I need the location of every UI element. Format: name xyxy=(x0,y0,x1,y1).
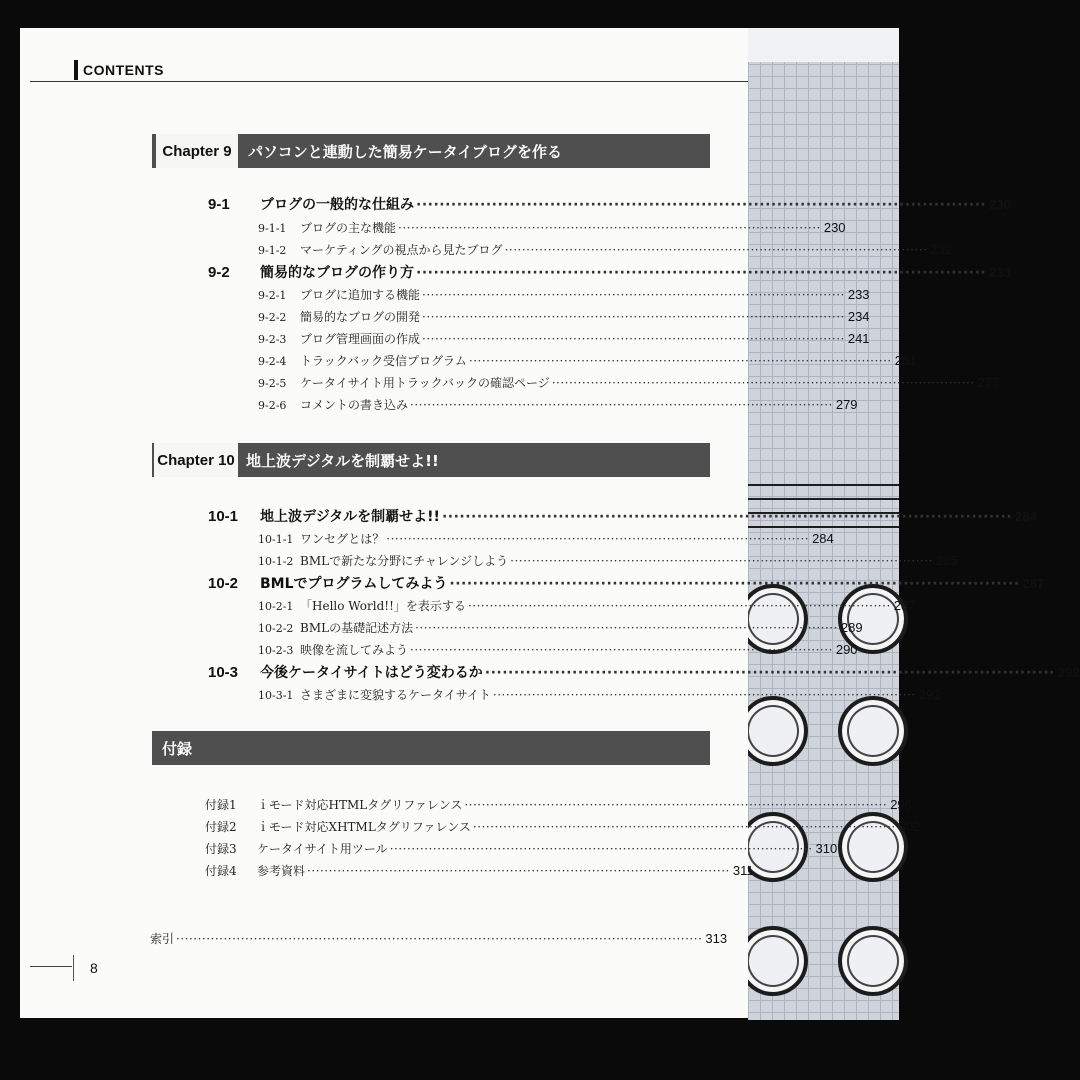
item-title: ワンセグとは？ xyxy=(300,532,385,546)
item-number: 9-2-4 xyxy=(258,355,287,368)
item-number: 9-2-6 xyxy=(258,399,287,412)
item-number: 9-2-1 xyxy=(258,289,287,302)
item-title: ブログに追加する機能 xyxy=(300,288,421,302)
section-number: 10-2 xyxy=(208,575,239,592)
page-ref: 232 xyxy=(930,242,953,257)
appendix-number: 付録4 xyxy=(205,864,237,878)
section-number: 9-2 xyxy=(208,264,230,281)
page-ref: 296 xyxy=(890,797,912,812)
leader-dots: ·································································································· xyxy=(422,310,845,324)
toc-item-row[interactable] xyxy=(258,352,917,369)
page-ref: 287 xyxy=(1022,576,1045,591)
toc-item-row[interactable] xyxy=(258,330,870,347)
item-number: 10-1-1 xyxy=(258,533,294,546)
leader-dots: ·································································································· xyxy=(551,376,975,390)
item-number: 9-2-5 xyxy=(258,377,287,390)
facing-page-rule xyxy=(748,498,899,500)
leader-dots: ·································································································· xyxy=(398,221,821,235)
appendix-number: 付録3 xyxy=(205,842,237,856)
item-title: BMLの基礎記述方法 xyxy=(300,621,414,635)
toc-item-row[interactable] xyxy=(258,219,846,236)
item-number: 10-2-3 xyxy=(258,644,294,657)
toc-item-row[interactable] xyxy=(258,396,858,413)
appendix-number: 付録2 xyxy=(205,820,237,834)
chapter-label: Chapter 9 xyxy=(156,134,238,168)
item-title: さまざまに変貌するケータイサイト xyxy=(300,688,491,702)
leader-dots: ·································································································· xyxy=(467,599,891,613)
index-row[interactable] xyxy=(150,930,728,947)
page-ref: 234 xyxy=(847,309,870,324)
leader-dots: ·································································································· xyxy=(472,820,896,834)
leader-dots: ·································································································· xyxy=(484,665,1055,681)
item-title: トラックバック受信プログラム xyxy=(300,354,467,368)
appendix-row[interactable] xyxy=(205,862,754,879)
leader-dots: ·································································································· xyxy=(492,688,916,702)
item-number: 9-1-2 xyxy=(258,244,287,257)
circle-graphic xyxy=(838,696,908,766)
leader-dots: ·································································································· xyxy=(410,643,833,657)
leader-dots: ·························································································································· xyxy=(176,932,703,946)
facing-page-rule xyxy=(748,526,899,528)
section-title: BMLでプログラムしてみよう xyxy=(260,576,448,592)
section-number: 10-3 xyxy=(208,664,239,681)
appendix-number: 付録1 xyxy=(205,798,237,812)
appendix-row[interactable] xyxy=(205,818,921,835)
page-ref: 233 xyxy=(847,287,870,302)
leader-dots: ·································································································· xyxy=(510,554,933,568)
section-title: ブログの一般的な仕組み xyxy=(260,197,414,213)
toc-item-row[interactable] xyxy=(258,241,953,258)
page-ref: 277 xyxy=(977,375,1000,390)
item-number: 10-1-2 xyxy=(258,555,294,568)
item-number: 10-2-1 xyxy=(258,600,294,613)
item-title: ブログ管理画面の作成 xyxy=(300,332,421,346)
appendix-item-title: 参考資料 xyxy=(257,864,306,878)
chapter-heading-bar xyxy=(152,134,710,168)
toc-section-row[interactable] xyxy=(208,662,1080,682)
leader-dots: ·································································································· xyxy=(449,576,1020,592)
appendix-title: 付録 xyxy=(162,739,193,758)
section-title: 今後ケータイサイトはどう変わるか xyxy=(260,665,483,681)
leader-dots: ·································································································· xyxy=(422,332,845,346)
leader-dots: ·································································································· xyxy=(386,532,810,546)
circle-graphic xyxy=(738,696,808,766)
leader-dots: ·································································································· xyxy=(464,798,888,812)
toc-section-row[interactable] xyxy=(208,506,1037,526)
page-ref: 284 xyxy=(812,531,834,546)
page-ref: 302 xyxy=(898,819,921,834)
item-title: ブログの主な機能 xyxy=(300,221,397,235)
appendix-item-title: ｉモード対応HTMLタグリファレンス xyxy=(257,798,463,812)
item-number: 9-1-1 xyxy=(258,222,287,235)
header-marker xyxy=(74,60,78,80)
leader-dots: ·································································································· xyxy=(415,621,838,635)
section-title: 地上波デジタルを制覇せよ!! xyxy=(260,509,440,525)
page-ref: 292 xyxy=(1057,665,1080,680)
leader-dots: ·································································································· xyxy=(416,265,987,281)
page-ref: 233 xyxy=(989,265,1011,280)
circle-graphic xyxy=(838,926,908,996)
page-ref: 289 xyxy=(840,620,863,635)
leader-dots: ·································································································· xyxy=(504,243,928,257)
leader-dots: ·································································································· xyxy=(468,354,892,368)
page-ref: 310 xyxy=(815,841,838,856)
item-title: 簡易的なブログの開発 xyxy=(300,310,421,324)
item-title: BMLで新たな分野にチャレンジしよう xyxy=(300,554,509,568)
leader-dots: ·································································································· xyxy=(410,398,833,412)
toc-item-row[interactable] xyxy=(258,641,858,658)
toc-item-row[interactable] xyxy=(258,619,863,636)
page-ref: 285 xyxy=(935,553,958,568)
item-number: 10-3-1 xyxy=(258,689,294,702)
header-rule xyxy=(30,81,748,82)
page-ref: 284 xyxy=(1015,509,1037,524)
page-ref: 241 xyxy=(847,331,870,346)
item-number: 10-2-2 xyxy=(258,622,294,635)
appendix-row[interactable] xyxy=(205,796,912,813)
appendix-heading-bar xyxy=(152,731,710,765)
toc-item-row[interactable] xyxy=(258,530,834,547)
circle-graphic xyxy=(738,926,808,996)
chapter-label: Chapter 10 xyxy=(154,443,238,477)
contents-heading: CONTENTS xyxy=(83,62,164,78)
leader-dots: ·································································································· xyxy=(307,864,730,878)
page-ref: 290 xyxy=(835,642,858,657)
toc-section-row[interactable] xyxy=(208,262,1011,282)
toc-item-row[interactable] xyxy=(258,597,916,614)
section-number: 10-1 xyxy=(208,508,239,525)
appendix-item-title: ケータイサイト用ツール xyxy=(257,842,388,856)
item-title: ケータイサイト用トラックバックの確認ページ xyxy=(300,376,550,390)
index-title: 索引 xyxy=(150,932,175,946)
toc-item-row[interactable] xyxy=(258,552,958,569)
leader-dots: ·································································································· xyxy=(416,197,987,213)
item-number: 9-2-2 xyxy=(258,311,287,324)
leader-dots: ·································································································· xyxy=(441,509,1013,525)
section-title: 簡易的なブログの作り方 xyxy=(260,265,414,281)
toc-item-row[interactable] xyxy=(258,686,941,703)
facing-page-rule xyxy=(748,484,899,486)
page-ref: 230 xyxy=(823,220,846,235)
toc-section-row[interactable] xyxy=(208,194,1011,214)
leader-dots: ·································································································· xyxy=(389,842,813,856)
page-ref: 311 xyxy=(732,863,754,878)
item-title: 映像を流してみよう xyxy=(300,643,409,657)
toc-section-row[interactable] xyxy=(208,573,1045,593)
appendix-row[interactable] xyxy=(205,840,838,857)
item-number: 9-2-3 xyxy=(258,333,287,346)
page-ref: 313 xyxy=(705,931,728,946)
footer-tick xyxy=(73,955,74,981)
page-number: 8 xyxy=(90,960,98,976)
toc-item-row[interactable] xyxy=(258,308,870,325)
toc-item-row[interactable] xyxy=(258,286,870,303)
appendix-item-title: ｉモード対応XHTMLタグリファレンス xyxy=(257,820,471,834)
page-ref: 261 xyxy=(894,353,917,368)
page-ref: 292 xyxy=(918,687,941,702)
chapter-title: 地上波デジタルを制覇せよ!! xyxy=(246,451,439,470)
chapter-title: パソコンと連動した簡易ケータイブログを作る xyxy=(248,142,562,161)
item-title: コメントの書き込み xyxy=(300,398,409,412)
item-title: 「Hello World!!」を表示する xyxy=(300,599,466,613)
page-ref: 287 xyxy=(893,598,916,613)
page-ref: 279 xyxy=(835,397,858,412)
section-number: 9-1 xyxy=(208,196,230,213)
footer-rule xyxy=(30,966,72,967)
item-title: マーケティングの視点から見たブログ xyxy=(300,243,503,257)
facing-page-band xyxy=(748,28,899,62)
page-ref: 230 xyxy=(989,197,1011,212)
leader-dots: ·································································································· xyxy=(422,288,845,302)
chapter-heading-bar xyxy=(152,443,710,477)
toc-item-row[interactable] xyxy=(258,374,1000,391)
